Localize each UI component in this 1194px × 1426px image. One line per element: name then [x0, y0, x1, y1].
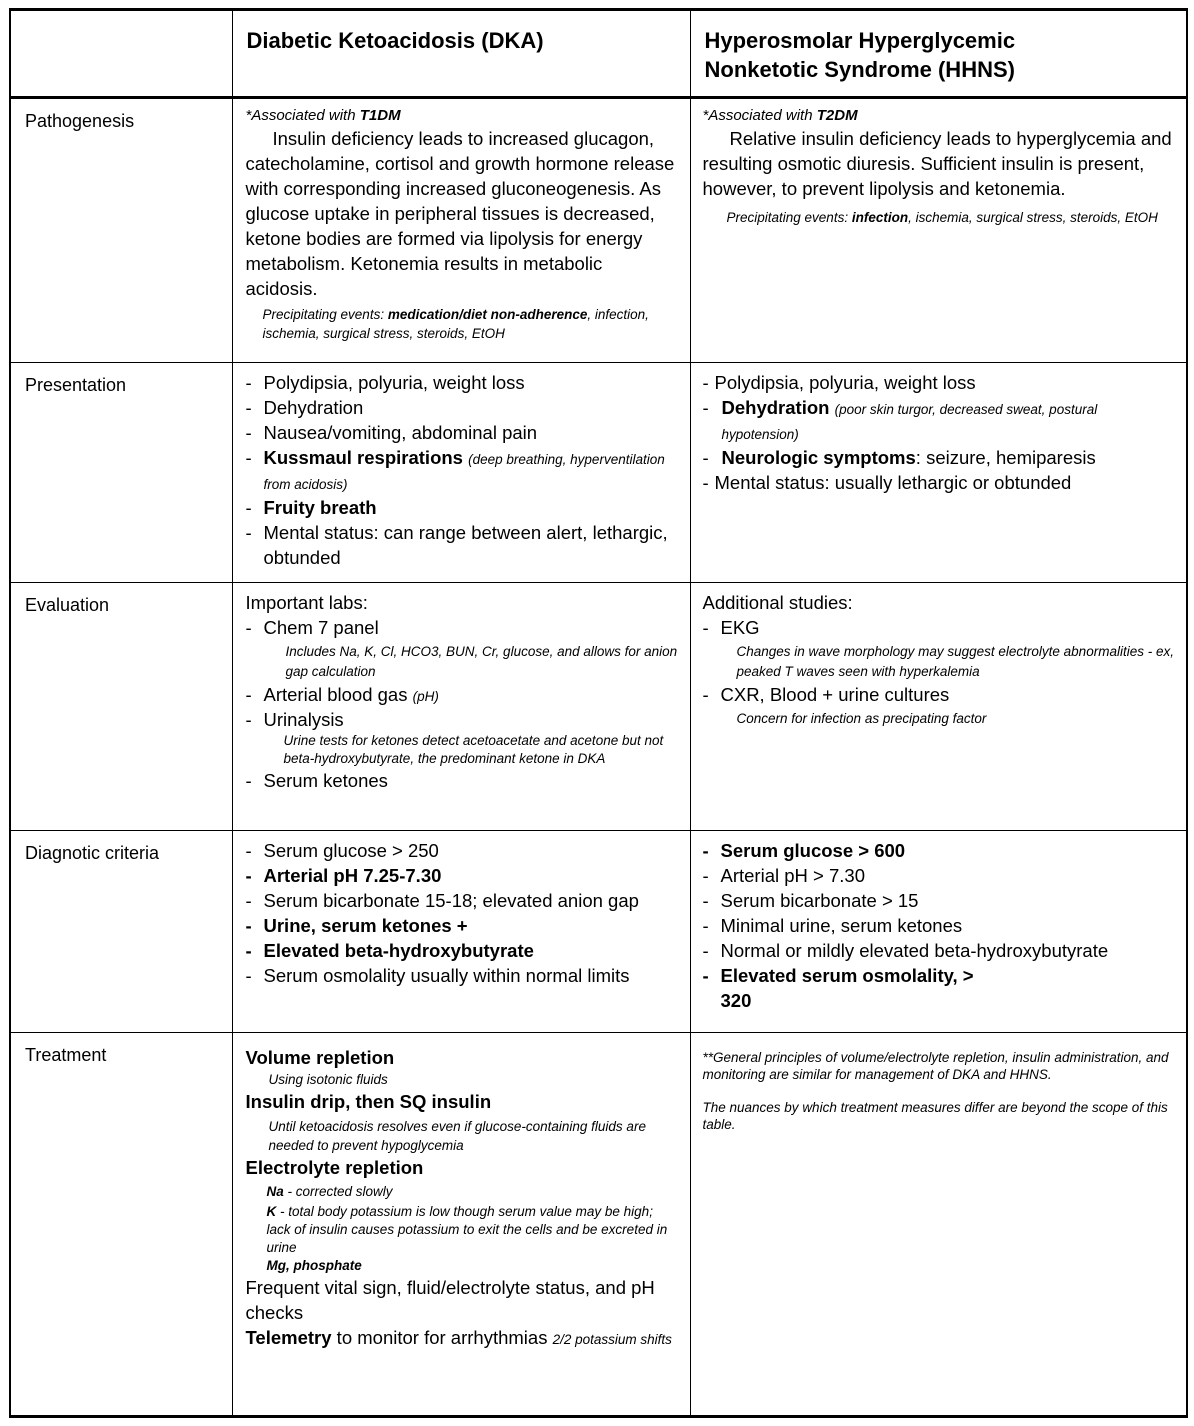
comparison-table — [9, 8, 1188, 1418]
hhns-title-line2: Nonketotic Syndrome (HHNS) — [704, 57, 1015, 82]
association-note — [703, 106, 1175, 126]
treatment-hhns — [691, 1033, 1187, 1133]
dka-title: Diabetic Ketoacidosis (DKA) — [246, 28, 544, 53]
row-label-pathogenesis: Pathogenesis — [25, 111, 135, 131]
list-item: - Serum bicarbonate > 15 — [703, 888, 1175, 913]
item-note: (deep breathing, hyperventilation from acidosis) — [263, 452, 665, 492]
insulin-therapy: Insulin drip, then SQ insulin — [245, 1091, 492, 1112]
pathogenesis-text: Relative insulin deficiency leads to hyperglycemia and resulting osmotic diuresis. Sufficient insulin is present, however, to prevent lipolysis and ketonemia. — [702, 128, 1172, 199]
assoc-prefix: *Associated with — [245, 107, 360, 124]
list-item: - Mental status: usually lethargic or obtunded — [703, 470, 1175, 495]
row-label-presentation: Presentation — [25, 375, 127, 395]
header-hhns — [690, 10, 1187, 98]
item-text: Urinalysis — [263, 709, 344, 730]
row-pathogenesis — [10, 98, 1187, 363]
treatment-dka — [233, 1033, 690, 1350]
list-item: - Elevated beta-hydroxybutyrate — [246, 938, 678, 963]
item-note: (pH) — [412, 689, 439, 704]
list-item — [703, 682, 1175, 729]
list-item: - Dehydration — [246, 395, 678, 420]
item-text: Arterial blood gas — [263, 684, 408, 705]
mg-phosphate: Mg, phosphate — [266, 1258, 362, 1273]
item-bold: Neurologic symptoms — [721, 447, 916, 468]
list-item — [703, 395, 1175, 445]
item-detail: Concern for infection as precipating factor — [736, 711, 987, 726]
list-item: - Normal or mildly elevated beta-hydroxybutyrate — [703, 938, 1175, 963]
list-item: - Serum glucose > 250 — [246, 838, 678, 863]
list-item: - Polydipsia, polyuria, weight loss — [246, 370, 678, 395]
assoc-prefix: *Associated with — [702, 107, 817, 124]
item-text: Chem 7 panel — [263, 617, 379, 638]
item-bold: Dehydration — [721, 397, 830, 418]
list-item — [246, 682, 678, 707]
sodium-label: Na — [266, 1184, 284, 1199]
row-diagnostic — [10, 831, 1187, 1033]
list-item: - Nausea/vomiting, abdominal pain — [246, 420, 678, 445]
evaluation-hhns — [691, 583, 1187, 729]
telemetry-note: 2/2 potassium shifts — [552, 1332, 672, 1347]
list-item: - Minimal urine, serum ketones — [703, 913, 1175, 938]
precip-rest: , infection, ischemia, surgical stress, steroids, EtOH — [262, 307, 649, 341]
row-label-treatment: Treatment — [25, 1045, 107, 1065]
item-text: CXR, Blood + urine cultures — [720, 684, 950, 705]
volume-detail: Using isotonic fluids — [268, 1072, 388, 1087]
pathogenesis-hhns — [691, 99, 1187, 227]
pathogenesis-dka — [233, 99, 690, 343]
list-item — [246, 707, 678, 768]
header-row — [10, 10, 1187, 98]
row-presentation — [10, 363, 1187, 583]
presentation-dka — [233, 363, 690, 570]
potassium-note — [246, 1203, 678, 1257]
precip-prefix: Precipitating events: — [262, 307, 388, 322]
assoc-type: T2DM — [816, 107, 858, 124]
list-item: - Polydipsia, polyuria, weight loss — [703, 370, 1175, 395]
telemetry-detail: to monitor for arrhythmias — [331, 1327, 553, 1348]
scope-note: The nuances by which treatment measures differ are beyond the scope of this table. — [702, 1100, 1168, 1132]
header-dka — [232, 10, 690, 98]
potassium-label: K — [266, 1204, 277, 1219]
studies-heading: Additional studies: — [702, 592, 853, 613]
item-text: EKG — [720, 617, 760, 638]
association-note — [246, 106, 678, 126]
precipitating-events — [246, 305, 678, 343]
list-item — [703, 445, 1175, 470]
potassium-detail: - total body potassium is low though serum value may be high; lack of insulin causes potassium to exit the cells and be excreted in urine — [266, 1204, 668, 1255]
list-item: - Arterial pH 7.25-7.30 — [246, 863, 678, 888]
list-item: - Urine, serum ketones + — [246, 913, 678, 938]
general-principles-note: **General principles of volume/electrolyte repletion, insulin administration, and monitoring are similar for management of DKA and HHNS. — [702, 1050, 1169, 1082]
precip-prefix: Precipitating events: — [726, 210, 852, 225]
labs-heading: Important labs: — [245, 592, 368, 613]
evaluation-dka — [233, 583, 690, 793]
row-treatment — [10, 1033, 1187, 1417]
pathogenesis-text: Insulin deficiency leads to increased glucagon, catecholamine, cortisol and growth hormone release with corresponding increased gluconeogenesis. As glucose uptake in peripheral tissues is decreased, ketone bodies are formed via lipolysis for energy metabolism. Ketonemia results in metabolic acidosis. — [245, 128, 675, 299]
row-label-diagnostic: Diagnotic criteria — [25, 843, 160, 863]
monitoring: Frequent vital sign, fluid/electrolyte status, and pH checks — [245, 1277, 655, 1323]
presentation-hhns — [691, 363, 1187, 495]
precip-rest: , ischemia, surgical stress, steroids, EtOH — [908, 210, 1158, 225]
list-item: - Serum bicarbonate 15-18; elevated anion gap — [246, 888, 678, 913]
item-detail: Urine tests for ketones detect acetoacetate and acetone but not beta-hydroxybutyrate, the predominant ketone in DKA — [283, 733, 664, 766]
volume-repletion: Volume repletion — [245, 1047, 395, 1068]
list-item: - Serum ketones — [246, 768, 678, 793]
list-item — [246, 495, 678, 520]
list-item — [246, 615, 678, 682]
row-label-evaluation: Evaluation — [25, 595, 110, 615]
list-item: - Mental status: can range between alert, lethargic, obtunded — [246, 520, 678, 570]
hhns-title-line1: Hyperosmolar Hyperglycemic — [704, 28, 1016, 53]
precip-primary: medication/diet non-adherence — [387, 307, 588, 322]
list-item — [246, 445, 678, 495]
row-evaluation — [10, 583, 1187, 831]
header-empty-cell — [10, 10, 232, 98]
list-item: - Arterial pH > 7.30 — [703, 863, 1175, 888]
list-item: - Elevated serum osmolality, > 320 — [703, 963, 981, 1013]
list-item: - Serum glucose > 600 — [703, 838, 1175, 863]
diagnostic-hhns — [691, 831, 1187, 1013]
sodium-detail: - corrected slowly — [283, 1184, 393, 1199]
electrolyte-repletion: Electrolyte repletion — [245, 1157, 424, 1178]
sodium-note — [246, 1183, 678, 1201]
list-item: - Serum osmolality usually within normal limits — [246, 963, 678, 988]
precip-primary: infection — [851, 210, 909, 225]
item-bold: Fruity breath — [263, 497, 377, 518]
list-item — [703, 615, 1175, 682]
assoc-type: T1DM — [359, 107, 401, 124]
item-bold: Kussmaul respirations — [263, 447, 463, 468]
item-text: : seizure, hemiparesis — [915, 447, 1096, 468]
item-detail: Changes in wave morphology may suggest electrolyte abnormalities - ex, peaked T waves seen with hyperkalemia — [736, 644, 1174, 679]
telemetry-label: Telemetry — [245, 1327, 332, 1348]
diagnostic-dka — [233, 831, 690, 988]
insulin-detail: Until ketoacidosis resolves even if glucose-containing fluids are needed to prevent hypoglycemia — [268, 1119, 646, 1153]
item-note: (poor skin turgor, decreased sweat, postural hypotension) — [721, 402, 1098, 442]
telemetry — [246, 1325, 678, 1350]
item-detail: Includes Na, K, Cl, HCO3, BUN, Cr, glucose, and allows for anion gap calculation — [285, 644, 678, 679]
hhns-title — [691, 11, 1187, 84]
precipitating-events — [703, 208, 1175, 227]
